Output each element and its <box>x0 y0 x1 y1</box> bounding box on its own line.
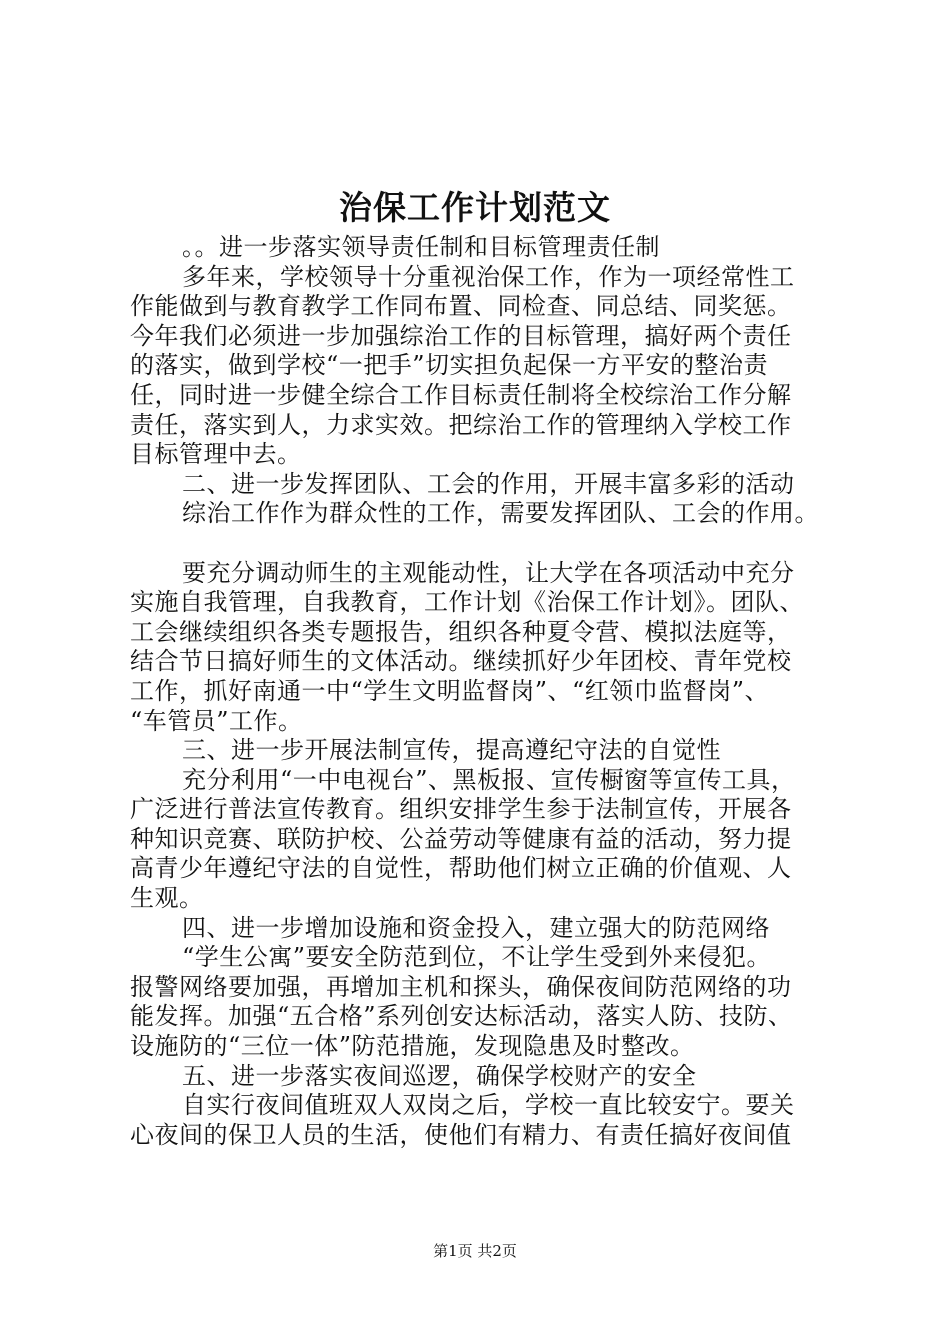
paragraph-line: 实施自我管理，自我教育，工作计划《治保工作计划》。团队、 <box>130 588 804 617</box>
paragraph-line: 作能做到与教育教学工作同布置、同检查、同总结、同奖惩。 <box>130 292 792 321</box>
paragraph-line: 任，同时进一步健全综合工作目标责任制将全校综治工作分解 <box>130 380 792 409</box>
section-heading-3: 三、进一步开展法制宣传，提高遵纪守法的自觉性 <box>182 736 721 765</box>
paragraph-line: 结合节日搞好师生的文体活动。继续抓好少年团校、青年党校 <box>130 647 792 676</box>
paragraph-line: 自实行夜间值班双人双岗之后，学校一直比较安宁。要关 <box>182 1091 795 1120</box>
paragraph-line: 工会继续组织各类专题报告，组织各种夏令营、模拟法庭等， <box>130 617 792 646</box>
document-title: 治保工作计划范文 <box>339 188 611 227</box>
section-heading-4: 四、进一步增加设施和资金投入，建立强大的防范网络 <box>182 913 770 942</box>
paragraph-line: “学生公寓”要安全防范到位，不让学生受到外来侵犯。 <box>182 943 772 972</box>
document-body <box>130 233 850 1150</box>
paragraph-line: 广泛进行普法宣传教育。组织安排学生参于法制宣传，开展各 <box>130 795 792 824</box>
paragraph-line: 综治工作作为群众性的工作，需要发挥团队、工会的作用。 <box>182 499 819 528</box>
paragraph-line: 心夜间的保卫人员的生活，使他们有精力、有责任搞好夜间值 <box>130 1120 792 1149</box>
paragraph-line: 高青少年遵纪守法的自觉性，帮助他们树立正确的价值观、人 <box>130 854 792 883</box>
paragraph-line: 多年来，学校领导十分重视治保工作，作为一项经常性工 <box>182 262 795 291</box>
paragraph-line: 能发挥。加强“五合格”系列创安达标活动，落实人防、技防、 <box>130 1002 793 1031</box>
paragraph-line: 目标管理中去。 <box>130 440 302 469</box>
paragraph-line: 的落实，做到学校“一把手”切实担负起保一方平安的整治责 <box>130 351 769 380</box>
paragraph-line: 今年我们必须进一步加强综治工作的目标管理，搞好两个责任 <box>130 321 792 350</box>
page-footer: 第1页 共2页 <box>433 1242 517 1260</box>
paragraph-line: 充分利用“一中电视台”、黑板报、宣传橱窗等宣传工具， <box>182 765 796 794</box>
section-heading-5: 五、进一步落实夜间巡逻，确保学校财产的安全 <box>182 1061 697 1090</box>
paragraph-line: 要充分调动师生的主观能动性，让大学在各项活动中充分 <box>182 558 795 587</box>
blank-line <box>130 529 850 559</box>
paragraph-line: “车管员”工作。 <box>130 706 303 735</box>
paragraph-line: 种知识竞赛、联防护校、公益劳动等健康有益的活动，努力提 <box>130 824 792 853</box>
paragraph-line: 责任，落实到人，力求实效。把综治工作的管理纳入学校工作 <box>130 410 792 439</box>
paragraph-line: 生观。 <box>130 884 204 913</box>
paragraph-line: 工作，抓好南通一中“学生文明监督岗”、“红领巾监督岗”、 <box>130 676 770 705</box>
section-heading-1: 。。进一步落实领导责任制和目标管理责任制 <box>182 233 660 261</box>
section-heading-2: 二、进一步发挥团队、工会的作用，开展丰富多彩的活动 <box>182 469 795 498</box>
paragraph-line: 报警网络要加强，再增加主机和探头，确保夜间防范网络的功 <box>130 972 792 1001</box>
paragraph-line: 设施防的“三位一体”防范措施，发现隐患及时整改。 <box>130 1032 695 1061</box>
